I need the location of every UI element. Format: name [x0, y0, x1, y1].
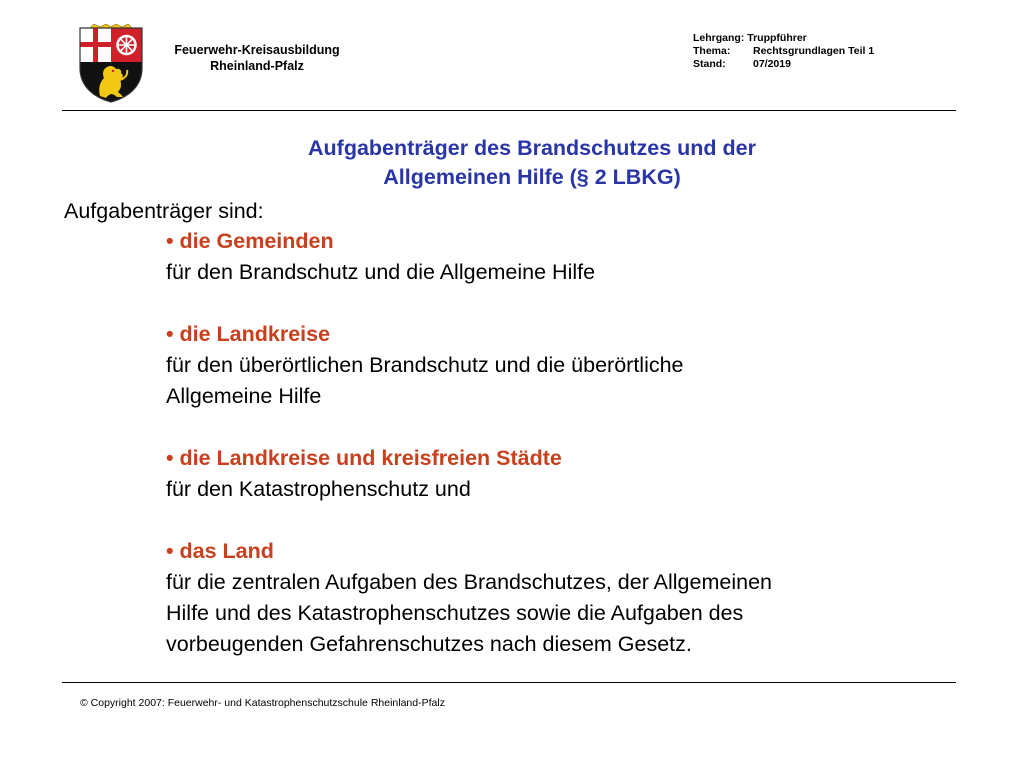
- meta-status-value: 07/2019: [753, 58, 791, 70]
- item-title-municipalities: • die Gemeinden: [166, 229, 334, 253]
- course-meta: [693, 32, 874, 71]
- intro-text: Aufgabenträger sind:: [64, 199, 264, 223]
- slide-title-line-1: Aufgabenträger des Brandschutzes und der: [308, 136, 756, 160]
- item-desc-line: für den überörtlichen Brandschutz und die überörtliche: [166, 353, 684, 377]
- item-desc-line: für den Brandschutz und die Allgemeine Hilfe: [166, 260, 596, 284]
- meta-course: [693, 32, 874, 45]
- coat-of-arms-icon: [76, 24, 146, 104]
- copyright-notice: © Copyright 2007: Feuerwehr- und Katastrophenschutzschule Rheinland-Pfalz: [80, 697, 445, 709]
- meta-topic: [693, 45, 874, 58]
- item-title-state: • das Land: [166, 539, 274, 563]
- item-title-districts: • die Landkreise: [166, 322, 331, 346]
- meta-topic-value: Rechtsgrundlagen Teil 1: [753, 45, 875, 57]
- list-item: [166, 443, 926, 505]
- slide-title: [180, 134, 884, 192]
- item-desc-line: Allgemeine Hilfe: [166, 384, 322, 408]
- meta-topic-key: Thema:: [693, 45, 731, 57]
- organization-title: [152, 42, 362, 74]
- list-item: [166, 319, 926, 412]
- meta-status-key: Stand:: [693, 58, 726, 70]
- footer-divider: [62, 682, 956, 683]
- meta-course-value: Truppführer: [747, 32, 807, 44]
- meta-status: [693, 58, 874, 71]
- item-desc-line: für den Katastrophenschutz und: [166, 477, 471, 501]
- meta-course-key: Lehrgang:: [693, 32, 745, 44]
- list-item: [166, 536, 926, 660]
- item-desc-line: vorbeugenden Gefahrenschutzes nach diesem Gesetz.: [166, 632, 692, 656]
- responsibility-list: [166, 226, 926, 691]
- item-desc-line: Hilfe und des Katastrophenschutzes sowie die Aufgaben des: [166, 601, 744, 625]
- slide-title-line-2: Allgemeinen Hilfe (§ 2 LBKG): [383, 165, 681, 189]
- organization-region: Rheinland-Pfalz: [210, 59, 304, 73]
- list-item: [166, 226, 926, 288]
- organization-name: Feuerwehr-Kreisausbildung: [174, 43, 340, 57]
- item-desc-line: für die zentralen Aufgaben des Brandschutzes, der Allgemeinen: [166, 570, 772, 594]
- header-divider: [62, 110, 956, 111]
- item-title-districts-and-cities: • die Landkreise und kreisfreien Städte: [166, 446, 562, 470]
